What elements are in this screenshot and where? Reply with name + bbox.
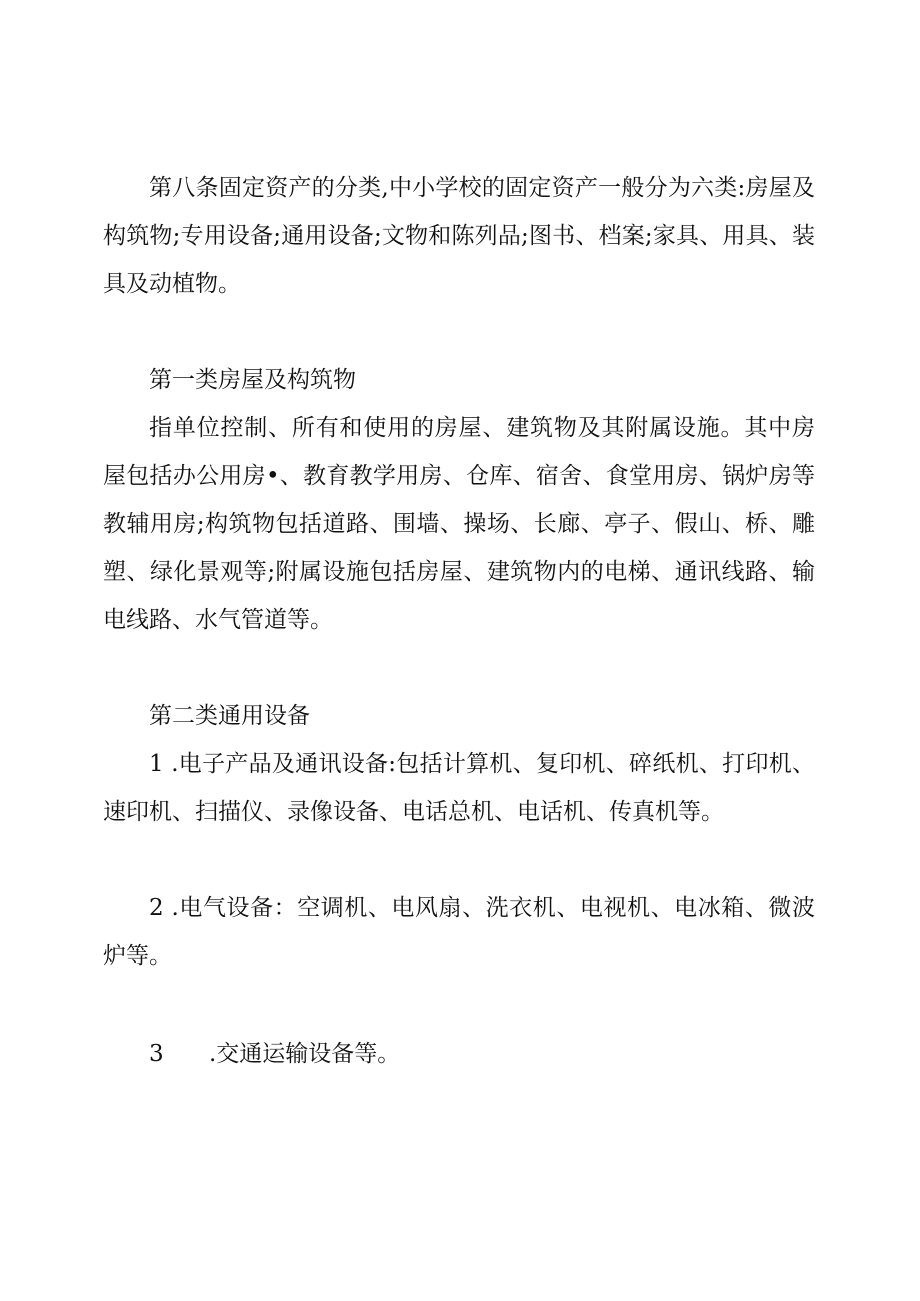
category-2-heading: 第二类通用设备 [149,703,310,729]
item-2-paragraph: 2 .电气设备：空调机、电风扇、洗衣机、电视机、电冰箱、微波炉等。 [103,895,815,969]
category-1-body: 指单位控制、所有和使用的房屋、建筑物及其附属设施。其中房屋包括办公用房•、教育教学用房、仓库、宿舍、食堂用房、锅炉房等教辅用房;构筑物包括道路、围墙、操场、长廊、亭子、假山、桥、雕塑、绿化景观等;附属设施包括房屋、建筑物内的电梯、通讯线路、输电线路、水气管道等。 [103,415,815,633]
item-3-text: .交通运输设备等。 [209,1041,401,1067]
item-3-number: 3 [149,1041,164,1067]
article-8-paragraph: 第八条固定资产的分类,中小学校的固定资产一般分为六类:房屋及构筑物;专用设备;通用设备;文物和陈列品;图书、档案;家具、用具、装具及动植物。 [103,175,815,297]
item-1-paragraph: 1 .电子产品及通讯设备:包括计算机、复印机、碎纸机、打印机、速印机、扫描仪、录像设备、电话总机、电话机、传真机等。 [103,751,815,825]
category-1-heading: 第一类房屋及构筑物 [149,367,356,393]
item-3-paragraph [149,1030,400,1078]
